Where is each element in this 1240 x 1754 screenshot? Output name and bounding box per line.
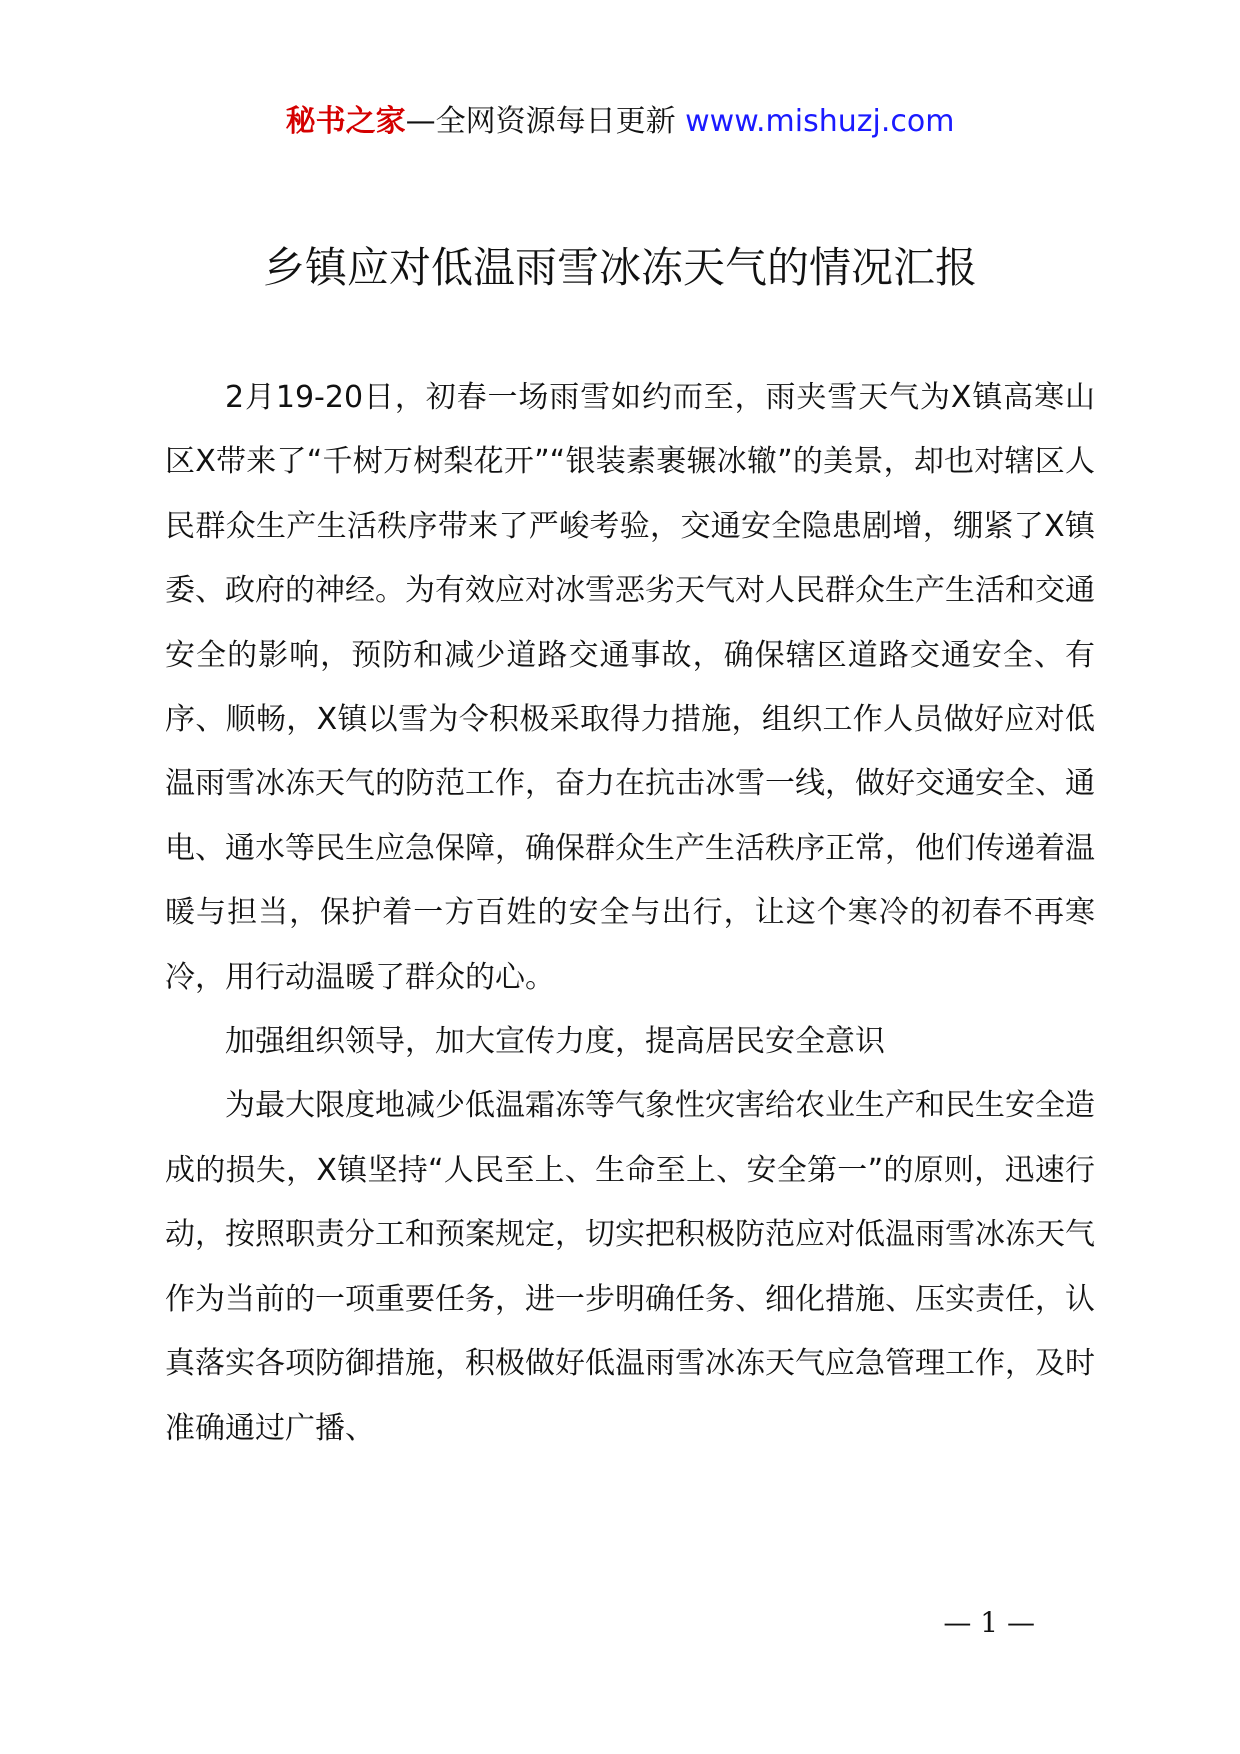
site-slogan: —全网资源每日更新 xyxy=(405,104,686,139)
site-link[interactable]: www.mishuzj.com xyxy=(685,104,955,139)
site-header xyxy=(0,100,1240,144)
document-title: 乡镇应对低温雨雪冰冻天气的情况汇报 xyxy=(262,243,977,292)
page-number: — 1 — xyxy=(943,1606,1035,1639)
document-body xyxy=(165,366,1095,1461)
paragraph-intro: 2月19-20日，初春一场雨雪如约而至，雨夹雪天气为X镇高寒山区X带来了“千树万树梨花开”“银装素裹辗冰辙”的美景，却也对辖区人民群众生产生活秩序带来了严峻考验，交通安全隐患剧增，绷紧了X镇委、政府的神经。为有效应对冰雪恶劣天气对人民群众生产生活和交通安全的影响，预防和减少道路交通事故，确保辖区道路交通安全、有序、顺畅，X镇以雪为令积极采取得力措施，组织工作人员做好应对低温雨雪冰冻天气的防范工作，奋力在抗击冰雪一线，做好交通安全、通电、通水等民生应急保障，确保群众生产生活秩序正常，他们传递着温暖与担当，保护着一方百姓的安全与出行，让这个寒冷的初春不再寒冷，用行动温暖了群众的心。 xyxy=(165,380,1095,995)
site-brand: 秘书之家 xyxy=(285,104,406,139)
section-heading: 加强组织领导，加大宣传力度，提高居民安全意识 xyxy=(225,1024,885,1060)
paragraph-section-1: 为最大限度地减少低温霜冻等气象性灾害给农业生产和民生安全造成的损失，X镇坚持“人民至上、生命至上、安全第一”的原则，迅速行动，按照职责分工和预案规定，切实把积极防范应对低温雨雪冰冻天气作为当前的一项重要任务，进一步明确任务、细化措施、压实责任，认真落实各项防御措施，积极做好低温雨雪冰冻天气应急管理工作，及时准确通过广播、 xyxy=(165,1088,1095,1446)
